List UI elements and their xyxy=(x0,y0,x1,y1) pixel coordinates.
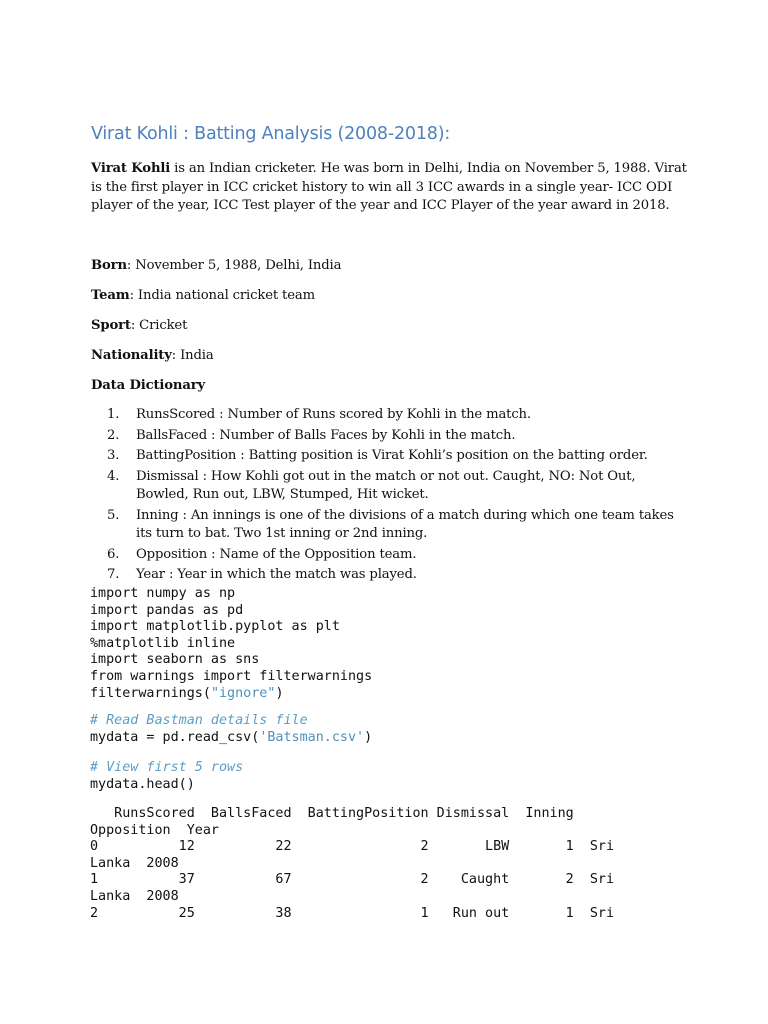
code-line: mydata.head() xyxy=(90,776,195,792)
code-read-file xyxy=(90,713,372,746)
intro-paragraph xyxy=(91,160,691,216)
code-line xyxy=(90,730,372,745)
list-item-text: Opposition : Name of the Opposition team. xyxy=(136,547,417,562)
born-label: Born xyxy=(91,258,127,273)
intro-name: Virat Kohli xyxy=(91,161,171,176)
sport-label: Sport xyxy=(91,318,131,333)
nationality-label: Nationality xyxy=(91,348,172,363)
code-call-close: ) xyxy=(275,685,284,701)
code-imports xyxy=(90,586,372,702)
list-item-number: 5. xyxy=(107,508,120,523)
code-line: import numpy as np xyxy=(90,586,236,601)
code-line: import matplotlib.pyplot as plt xyxy=(90,619,340,635)
output-line: RunsScored BallsFaced BattingPosition Dismissal Inning xyxy=(90,806,574,821)
team-value: : India national cricket team xyxy=(129,288,315,303)
code-call: filterwarnings( xyxy=(90,685,211,701)
list-item-number: 6. xyxy=(107,547,120,562)
sport-field xyxy=(91,317,187,335)
code-line: import pandas as pd xyxy=(90,602,244,618)
data-dictionary-heading: Data Dictionary xyxy=(91,378,206,393)
list-item-number: 1. xyxy=(107,407,120,422)
output-line: Lanka 2008 xyxy=(90,888,179,904)
team-field xyxy=(91,287,315,305)
code-call: mydata = pd.read_csv( xyxy=(90,729,260,745)
code-view-head xyxy=(90,760,243,793)
code-string: "ignore" xyxy=(210,685,276,701)
code-comment: # Read Bastman details file xyxy=(90,713,308,728)
list-item-text: Year : Year in which the match was played. xyxy=(136,567,417,582)
list-item-text: Inning : An innings is one of the divisions of a match during which one team takes its turn to bat. Two 1st inning or 2nd inning. xyxy=(136,508,674,541)
nationality-field xyxy=(91,347,214,365)
list-item-number: 4. xyxy=(107,469,120,484)
output-line: Opposition Year xyxy=(90,822,219,838)
output-line: 2 25 38 1 Run out 1 Sri xyxy=(90,905,615,921)
output-line: 0 12 22 2 LBW 1 Sri xyxy=(90,839,615,855)
code-call-close: ) xyxy=(364,729,373,745)
list-item-number: 2. xyxy=(107,428,120,443)
output-line: 1 37 67 2 Caught 2 Sri xyxy=(90,872,615,888)
list-item-text: RunsScored : Number of Runs scored by Kohli in the match. xyxy=(136,407,531,422)
born-field xyxy=(91,257,341,275)
document-title: Virat Kohli : Batting Analysis (2008-2018): xyxy=(91,124,451,144)
code-line: %matplotlib inline xyxy=(90,635,236,651)
code-output xyxy=(90,806,614,922)
output-line: Lanka 2008 xyxy=(90,855,179,871)
list-item-number: 3. xyxy=(107,448,120,463)
list-item-number: 7. xyxy=(107,567,120,582)
list-item-text: BattingPosition : Batting position is Virat Kohli’s position on the batting order. xyxy=(136,448,648,463)
intro-text: is an Indian cricketer. He was born in Delhi, India on November 5, 1988. Virat is the first player in ICC cricket history to win all 3 ICC awards in a single year- ICC ODI player of the year, ICC Test player of the year and ICC Player of the year award in 2018. xyxy=(91,161,687,213)
code-line: import seaborn as sns xyxy=(90,652,260,668)
born-value: : November 5, 1988, Delhi, India xyxy=(126,258,342,273)
list-item-text: Dismissal : How Kohli got out in the match or not out. Caught, NO: Not Out, Bowled, Run out, LBW, Stumped, Hit wicket. xyxy=(136,469,636,502)
nationality-value: : India xyxy=(171,348,214,363)
list-item-text: BallsFaced : Number of Balls Faces by Kohli in the match. xyxy=(136,428,516,443)
team-label: Team xyxy=(91,288,130,303)
code-comment: # View first 5 rows xyxy=(90,760,244,775)
code-line: from warnings import filterwarnings xyxy=(90,668,373,684)
sport-value: : Cricket xyxy=(130,318,188,333)
code-line xyxy=(90,686,284,701)
code-string: 'Batsman.csv' xyxy=(259,729,365,745)
